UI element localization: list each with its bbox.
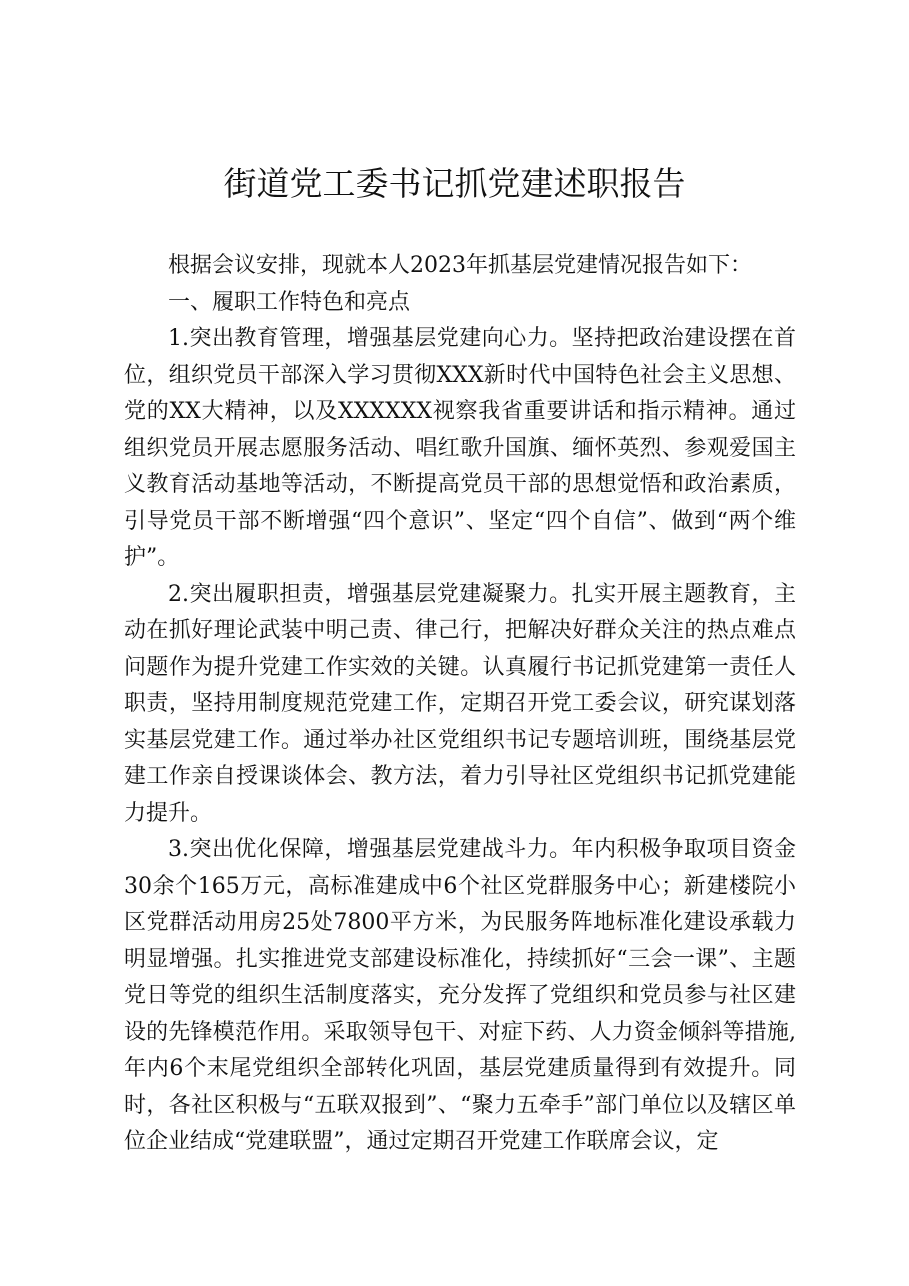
intro-paragraph: 根据会议安排，现就本人2023年抓基层党建情况报告如下： bbox=[168, 253, 752, 278]
document-body bbox=[124, 248, 796, 1161]
paragraph-education-management: 1.突出教育管理，增强基层党建向心力。坚持把政治建设摆在首位，组织党员干部深入学习贯彻XXX新时代中国特色社会主义思想、党的XX大精神，以及XXXXXX视察我省重要讲话和指示精神。通过组织党员开展志愿服务活动、唱红歌升国旗、缅怀英烈、参观爱国主义教育活动基地等活动，不断提高党员干部的思想觉悟和政治素质，引导党员干部不断增强“四个意识”、坚定“四个自信”、做到“两个维护”。 bbox=[124, 326, 796, 570]
section-heading: 一、履职工作特色和亮点 bbox=[168, 289, 411, 315]
paragraph-optimized-support: 3.突出优化保障，增强基层党建战斗力。年内积极争取项目资金30余个165万元，高标准建成中6个社区党群服务中心；新建楼院小区党群活动用房25处7800平方米，为民服务阵地标准化建设承载力明显增强。扎实推进党支部建设标准化，持续抓好“三会一课”、主题党日等党的组织生活制度落实，充分发挥了党组织和党员参与社区建设的先锋模范作用。采取领导包干、对症下药、人力资金倾斜等措施,年内6个末尾党组织全部转化巩固，基层党建质量得到有效提升。同时，各社区积极与“五联双报到”、“聚力五牵手”部门单位以及辖区单位企业结成“党建联盟”，通过定期召开党建工作联席会议，定 bbox=[124, 837, 796, 1154]
document-title: 街道党工委书记抓党建述职报告 bbox=[223, 164, 686, 203]
paragraph-duty-responsibility: 2.突出履职担责，增强基层党建凝聚力。扎实开展主题教育，主动在抓好理论武装中明己责、律己行，把解决好群众关注的热点难点问题作为提升党建工作实效的关键。认真履行书记抓党建第一责任人职责，坚持用制度规范党建工作，定期召开党工委会议，研究谋划落实基层党建工作。通过举办社区党组织书记专题培训班，围绕基层党建工作亲自授课谈体会、教方法，着力引导社区党组织书记抓党建能力提升。 bbox=[124, 581, 796, 826]
